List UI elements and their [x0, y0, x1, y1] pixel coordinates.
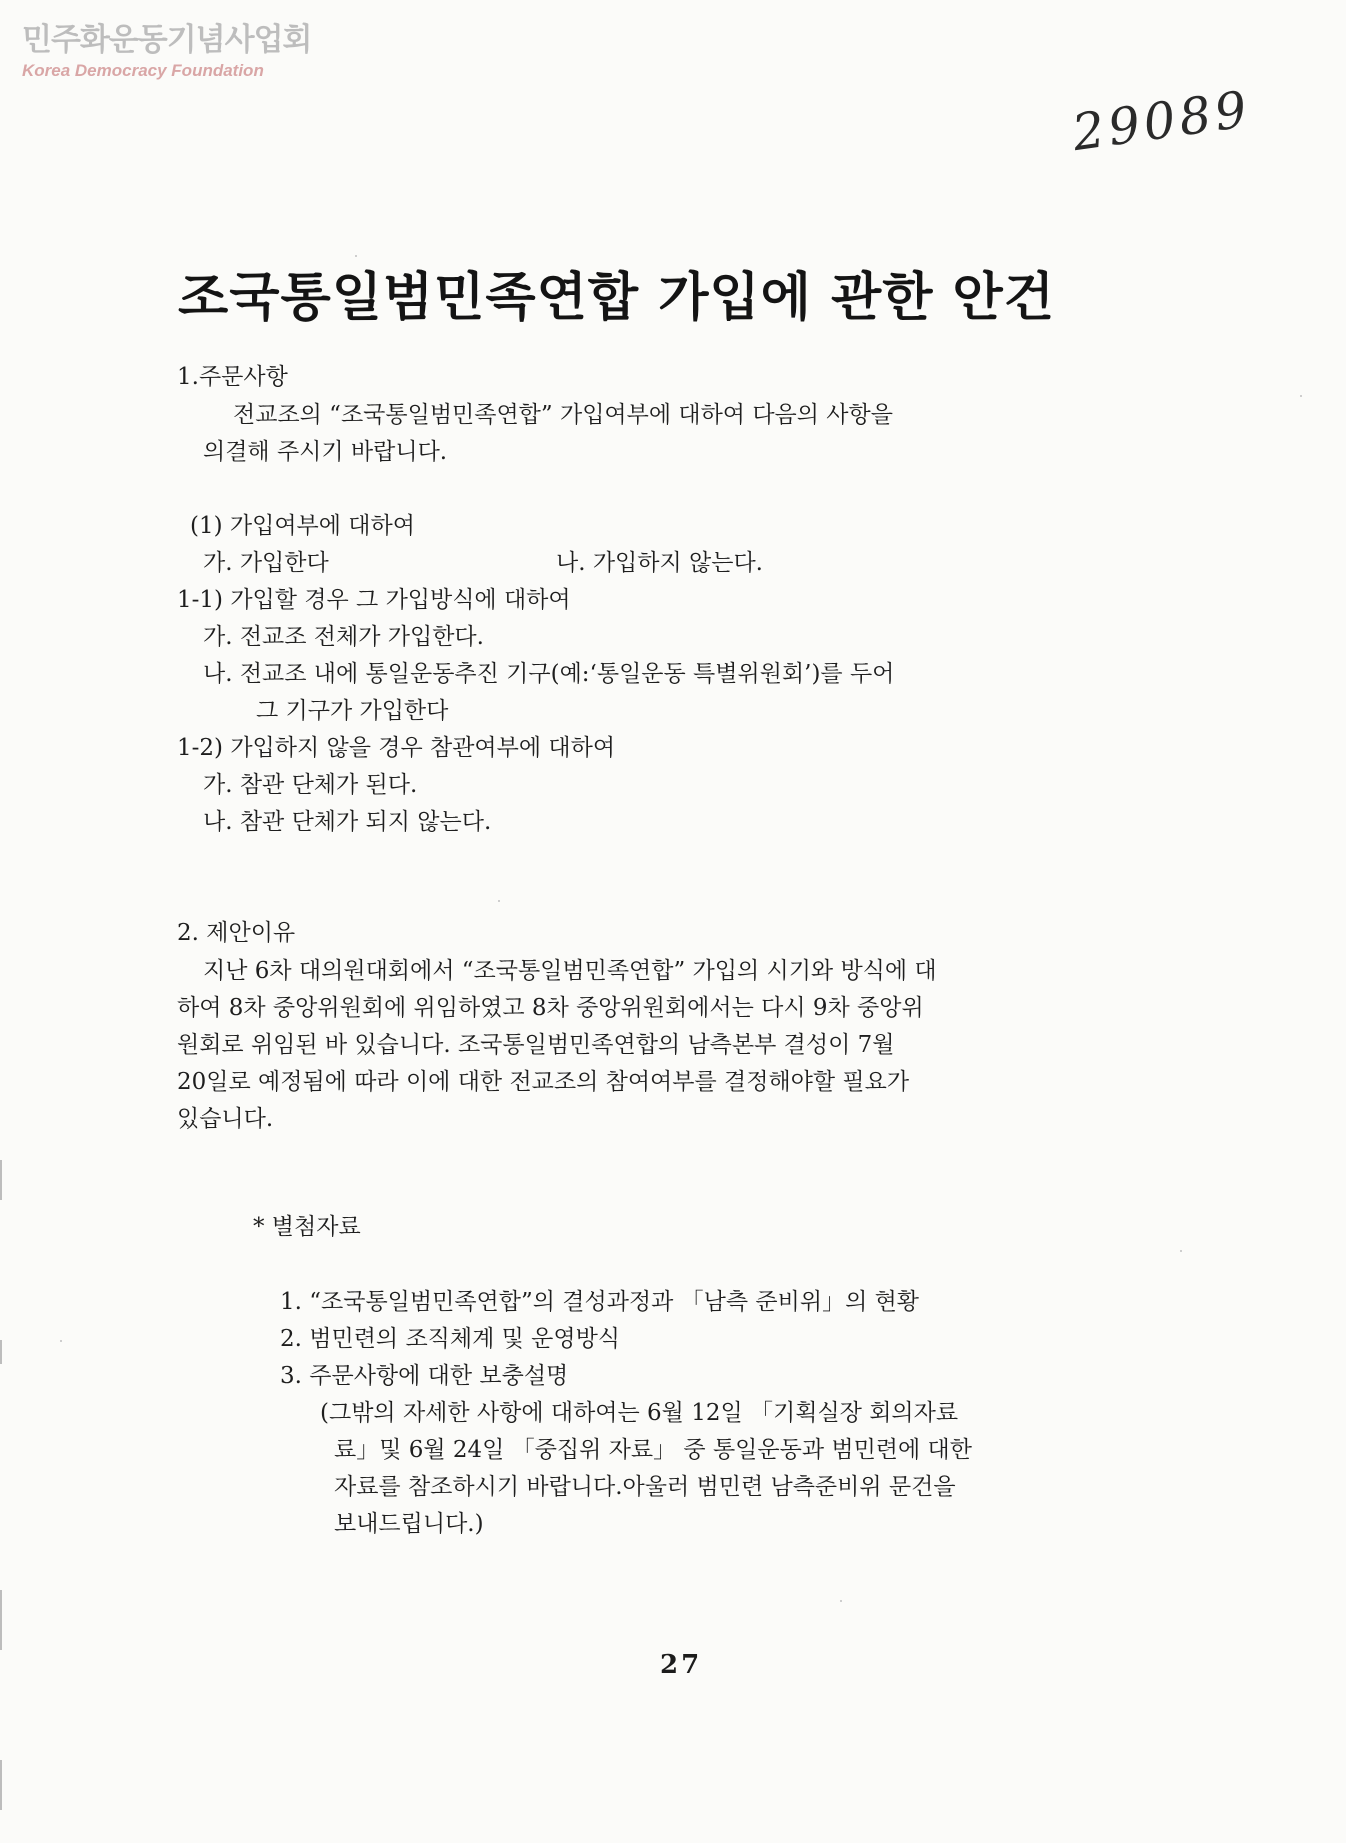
question1-1-option-a: 가. 전교조 전체가 가입한다.: [203, 624, 484, 650]
attachment-item3: 3. 주문사항에 대한 보충설명: [280, 1363, 569, 1389]
question1-1-heading: 1-1) 가입할 경우 그 가입방식에 대하여: [177, 587, 571, 613]
attachment-note-line2: 료」및 6월 24일 「중집위 자료」 중 통일운동과 범민련에 대한: [334, 1437, 972, 1463]
section2-heading: 2. 제안이유: [177, 920, 296, 946]
scan-edge-mark: [0, 1340, 2, 1364]
question1-1-option-b-line1: 나. 전교조 내에 통일운동추진 기구(예:‘통일운동 특별위원회’)를 두어: [203, 661, 895, 687]
handwritten-document-number: 29089: [1068, 79, 1255, 163]
watermark-english: Korea Democracy Foundation: [22, 61, 264, 80]
question1-2-option-a: 가. 참관 단체가 된다.: [203, 772, 418, 798]
question1-2-option-b: 나. 참관 단체가 되지 않는다.: [203, 809, 492, 835]
question1-option-a: 가. 가입한다: [203, 550, 329, 576]
question1-heading: (1) 가입여부에 대하여: [190, 513, 415, 539]
scan-edge-mark: [0, 1160, 2, 1200]
section2-line3: 원회로 위임된 바 있습니다. 조국통일범민족연합의 남측본부 결성이 7월: [177, 1032, 895, 1058]
attachment-note-line4: 보내드립니다.): [334, 1511, 484, 1537]
scan-speck: [1180, 1250, 1182, 1252]
watermark-korean: 민주화운동기념사업회: [22, 22, 312, 58]
attachment-item2: 2. 범민련의 조직체계 및 운영방식: [280, 1326, 621, 1352]
section2-line5: 있습니다.: [177, 1106, 274, 1132]
question1-option-b: 나. 가입하지 않는다.: [556, 550, 763, 576]
page-number: 27: [660, 1650, 703, 1680]
scan-speck: [498, 900, 500, 902]
section1-intro-line1: 전교조의 “조국통일범민족연합” 가입여부에 대하여 다음의 사항을: [233, 402, 893, 428]
section2-line2: 하여 8차 중앙위원회에 위임하였고 8차 중앙위원회에서는 다시 9차 중앙위: [177, 995, 924, 1021]
scan-speck: [60, 1340, 62, 1342]
scan-edge-mark: [0, 1760, 2, 1810]
scan-speck: [1300, 395, 1302, 397]
scan-speck: [355, 255, 357, 257]
attachment-note-line1: (그밖의 자세한 사항에 대하여는 6월 12일 「기획실장 회의자료: [320, 1400, 959, 1426]
section2-line4: 20일로 예정됨에 따라 이에 대한 전교조의 참여여부를 결정해야할 필요가: [177, 1069, 910, 1095]
document-title: 조국통일범민족연합 가입에 관한 안건: [178, 267, 1056, 328]
attachments-heading: * 별첨자료: [253, 1214, 361, 1240]
section2-line1: 지난 6차 대의원대회에서 “조국통일범민족연합” 가입의 시기와 방식에 대: [203, 958, 937, 984]
question1-1-option-b-line2: 그 기구가 가입한다: [256, 698, 449, 724]
attachment-item1: 1. “조국통일범민족연합”의 결성과정과 「남측 준비위」의 현황: [280, 1289, 920, 1315]
section1-intro-line2: 의결해 주시기 바랍니다.: [203, 439, 448, 465]
question1-2-heading: 1-2) 가입하지 않을 경우 참관여부에 대하여: [177, 735, 616, 761]
foundation-watermark: [22, 22, 311, 82]
section1-heading: 1.주문사항: [177, 364, 288, 390]
attachment-note-line3: 자료를 참조하시기 바랍니다.아울러 범민련 남측준비위 문건을: [334, 1474, 956, 1500]
scan-speck: [840, 1600, 842, 1602]
scan-edge-mark: [0, 1590, 2, 1650]
